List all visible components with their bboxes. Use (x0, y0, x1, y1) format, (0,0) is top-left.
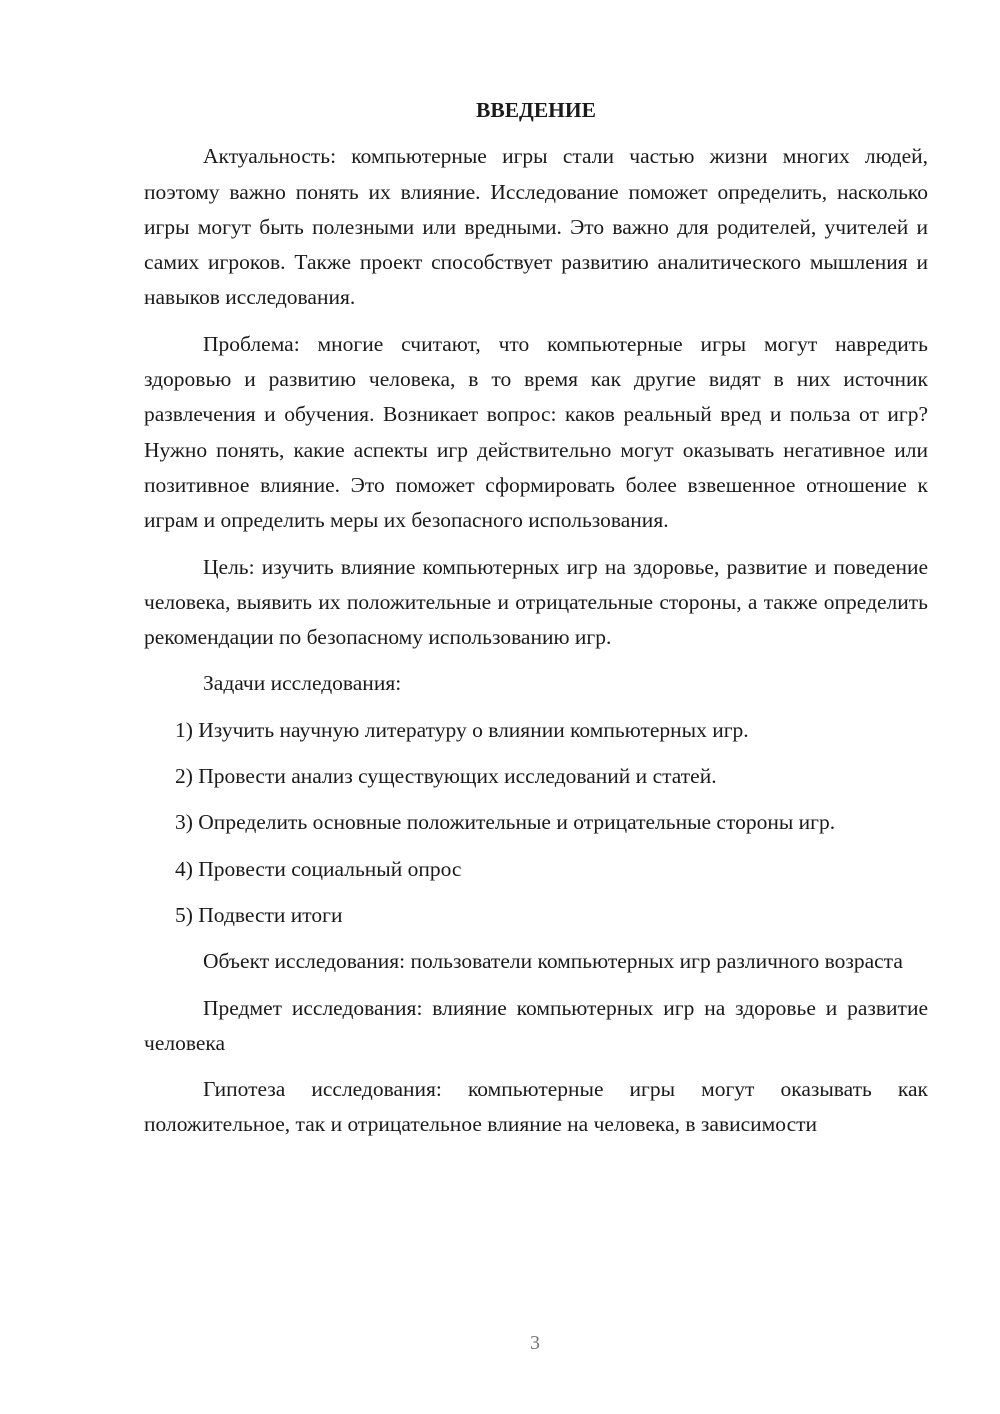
paragraph-tasks-title: Задачи исследования: (203, 671, 402, 696)
paragraph-relevance: Актуальность: компьютерные игры стали частью жизни многих людей, поэтому важно понять их влияние. Исследование поможет определить, насколько игры могут быть полезными или вредными. Это важно для родителей, учителей и самих игроков. Также проект способствует развитию аналитического мышления и навыков исследования. (144, 144, 928, 310)
task-item-1: 1) Изучить научную литературу о влиянии компьютерных игр. (175, 717, 749, 742)
task-item-5: 5) Подвести итоги (175, 902, 343, 927)
paragraph-goal: Цель: изучить влияние компьютерных игр на здоровье, развитие и поведение человека, выявить их положительные и отрицательные стороны, а также определить рекомендации по безопасному использованию игр. (144, 554, 928, 650)
task-item-4: 4) Провести социальный опрос (175, 856, 462, 881)
paragraph-object: Объект исследования: пользователи компьютерных игр различного возраста (203, 949, 903, 974)
task-item-3: 3) Определить основные положительные и отрицательные стороны игр. (175, 810, 836, 835)
document-page (144, 93, 928, 1154)
paragraph-subject: Предмет исследования: влияние компьютерных игр на здоровье и развитие человека (144, 995, 928, 1055)
paragraph-problem: Проблема: многие считают, что компьютерные игры могут навредить здоровью и развитию человека, в то время как другие видят в них источник развлечения и обучения. Возникает вопрос: каков реальный вред и польза от игр? Нужно понять, какие аспекты игр действительно могут оказывать негативное или позитивное влияние. Это поможет сформировать более взвешенное отношение к играм и определить меры их безопасного использования. (144, 331, 928, 533)
task-item-2: 2) Провести анализ существующих исследований и статей. (175, 764, 717, 789)
section-heading: ВВЕДЕНИЕ (476, 98, 596, 122)
page-number: 3 (530, 1332, 540, 1354)
paragraph-hypothesis: Гипотеза исследования: компьютерные игры могут оказывать как положительное, так и отрицательное влияние на человека, в зависимости (144, 1077, 928, 1137)
